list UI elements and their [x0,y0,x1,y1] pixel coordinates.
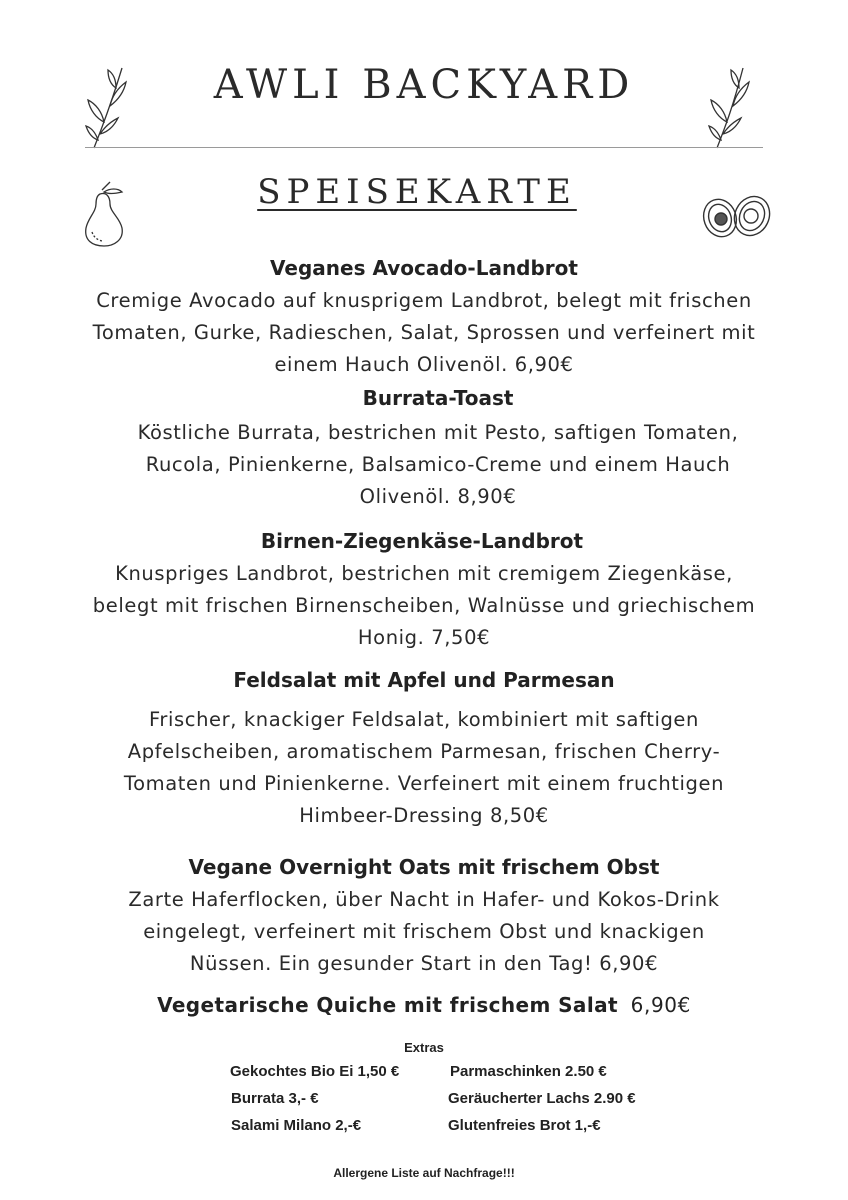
description-line: Himbeer-Dressing 8,50€ [299,804,549,827]
description-line: Apfelscheiben, aromatischem Parmesan, frischen Cherry- [127,740,721,763]
dish-description [14,417,848,513]
dish-description [0,704,848,832]
dish-name: Birnen-Ziegenkäse-Landbrot [260,529,584,553]
description-line: Honig. 7,50€ [357,626,491,649]
extra-item: Parmaschinken 2.50 € [450,1063,607,1080]
description-line: Nüssen. Ein gesunder Start in den Tag! 6,90€ [189,952,659,975]
dish-name: Feldsalat mit Apfel und Parmesan [233,668,615,692]
description-line: Olivenöl. 8,90€ [359,485,517,508]
header-divider [85,147,763,148]
description-line: Frischer, knackiger Feldsalat, kombiniert mit saftigen [148,708,699,731]
description-line: Knuspriges Landbrot, bestrichen mit cremigem Ziegenkäse, [115,562,733,585]
description-line: Tomaten und Pinienkerne. Verfeinert mit einem fruchtigen [123,772,725,795]
dish-name: Vegetarische Quiche mit frischem Salat [157,993,618,1017]
extra-item: Gekochtes Bio Ei 1,50 € [230,1063,400,1080]
dish-name: Veganes Avocado-Landbrot [270,256,578,280]
description-line: Cremige Avocado auf knusprigem Landbrot, belegt mit frischen [96,289,752,312]
dish-description [0,884,848,980]
dish-description [0,558,848,654]
avocado-icon [700,192,774,242]
description-line: Zarte Haferflocken, über Nacht in Hafer- und Kokos-Drink [128,888,720,911]
allergen-note: Allergene Liste auf Nachfrage!!! [333,1166,515,1180]
extra-item: Burrata 3,- € [231,1090,319,1107]
description-line: belegt mit frischen Birnenscheiben, Walnüsse und griechischem [92,594,756,617]
dish-description [0,285,848,381]
restaurant-title: AWLI BACKYARD [213,62,635,108]
description-line: Rucola, Pinienkerne, Balsamico-Creme und einem Hauch [145,453,731,476]
extra-item: Salami Milano 2,-€ [231,1117,362,1134]
quiche-line [0,993,848,1017]
leaf-sprig-icon [703,62,763,152]
extra-item: Geräucherter Lachs 2.90 € [448,1090,636,1107]
description-line: einem Hauch Olivenöl. 6,90€ [274,353,574,376]
menu-heading-text: SPEISEKARTE [257,172,577,212]
description-line: eingelegt, verfeinert mit frischem Obst und knackigen [143,920,705,943]
dish-name: Burrata-Toast [362,386,514,410]
extra-item: Glutenfreies Brot 1,-€ [448,1117,601,1134]
extras-heading: Extras [404,1040,444,1055]
description-line: Tomaten, Gurke, Radieschen, Salat, Sprossen und verfeinert mit [92,321,756,344]
dish-name: Vegane Overnight Oats mit frischem Obst [188,855,660,879]
dish-price: 6,90€ [630,993,691,1017]
description-line: Köstliche Burrata, bestrichen mit Pesto, saftigen Tomaten, [137,421,739,444]
